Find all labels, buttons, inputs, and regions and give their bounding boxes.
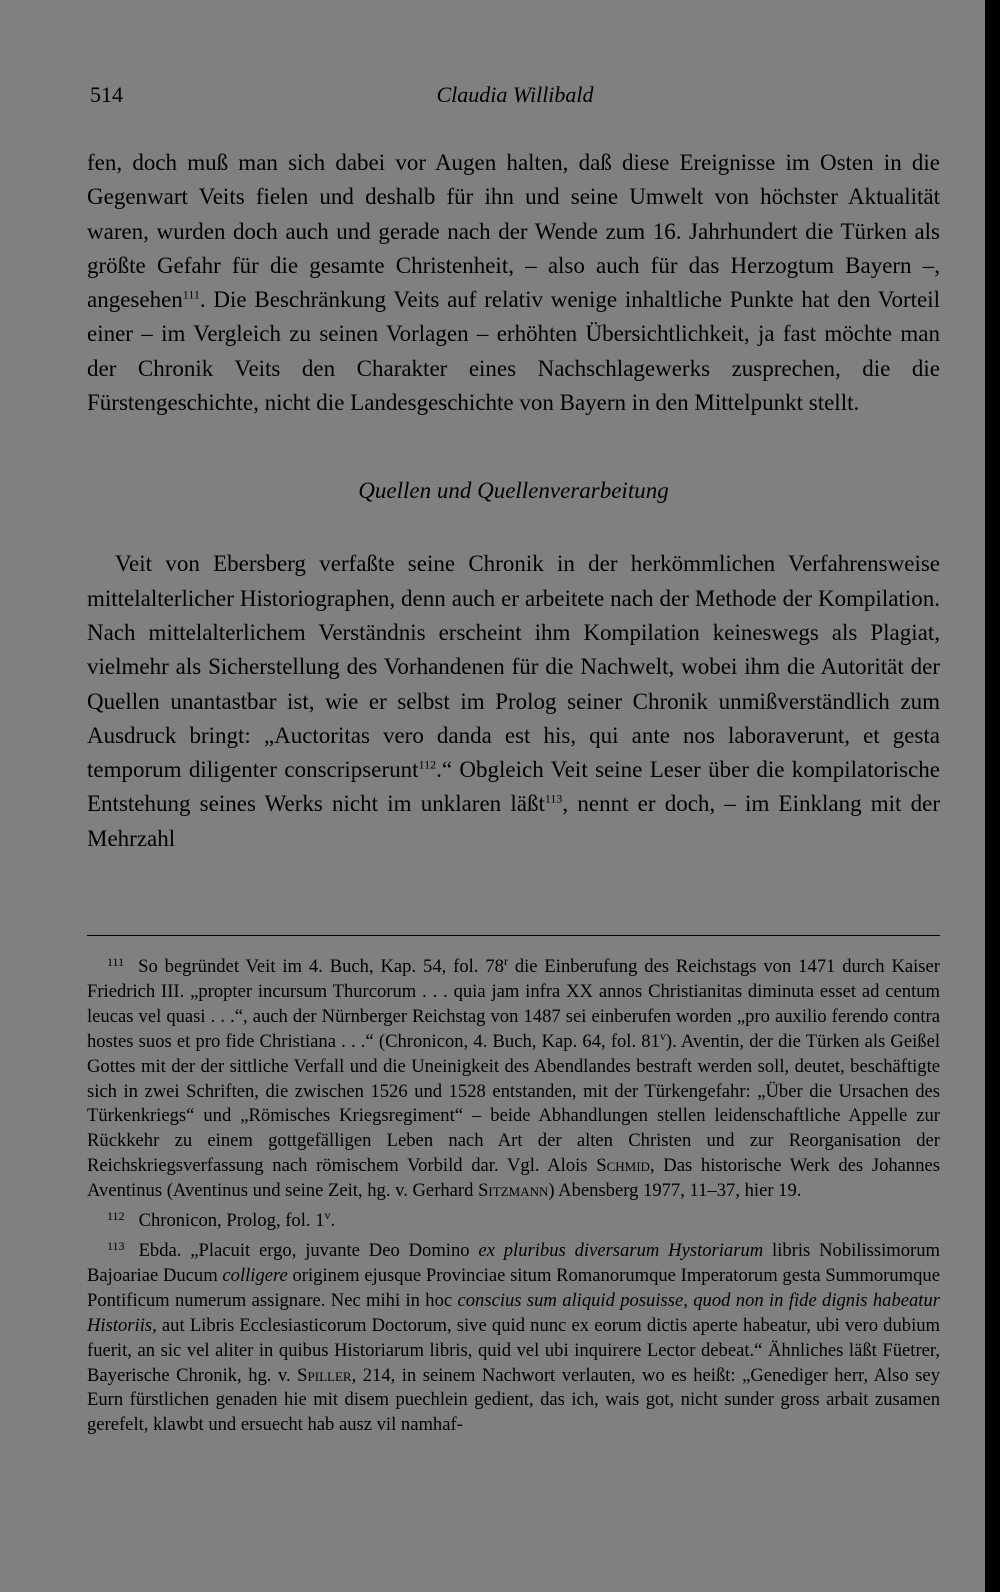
footnote-text: , Das historische Werk des Johannes Aventinus (Aventinus und seine Zeit, hg. v. Gerhard xyxy=(87,1155,941,1202)
running-author: Claudia Willibald xyxy=(436,82,594,107)
footnote-112 xyxy=(87,1204,940,1234)
paragraph-1-text-b: . Die Beschränkung Veits auf relativ wenige inhaltliche Punkte hat den Vorteil einer – im Vergleich zu seinen Vorlagen – erhöhten Übersichtlichkeit, ja fast möchte man der Chronik Veits den Charakter eines Nachschlagewerks zusprechen, die die Fürstengeschichte, nicht die Landesgeschichte von Bayern in den Mittelpunkt stellt. xyxy=(87,287,940,416)
footnote-italic: colligere xyxy=(222,1264,288,1286)
footnote-ref-111: 111 xyxy=(182,287,200,302)
footnote-111 xyxy=(87,950,940,1204)
footnote-text: So begründet Veit im 4. Buch, Kap. 54, fol. 78 xyxy=(138,956,504,977)
footnote-text: libris Nobilissimorum Bajoariae Ducum xyxy=(87,1239,940,1286)
footnote-number: 111 xyxy=(107,955,125,969)
footnote-italic: ex pluribus diversarum Hystoriarum xyxy=(478,1239,764,1261)
page-number: 514 xyxy=(90,82,123,107)
footnote-text: ) Abensberg 1977, 11–37, hier 19. xyxy=(548,1180,802,1202)
footnote-ref-112: 112 xyxy=(418,757,437,772)
footnote-text: originem ejusque Provinciae situm Romanorumque Imperatorum gesta Summorumque Pontificum numerum assignare. Nec mihi in hoc xyxy=(87,1264,940,1311)
paragraph-1 xyxy=(87,146,940,420)
author-name-smallcaps: Sitzmann xyxy=(478,1180,549,1202)
section-heading: Quellen und Quellenverarbeitung xyxy=(358,478,669,504)
footnotes xyxy=(87,950,940,1438)
running-header xyxy=(90,82,940,112)
footnote-text: ). Aventin, der die Türken als Geißel Gottes mit der der sittliche Verfall und die Uneinigkeit des Abendlandes bestraft werden soll, deutet, beschäftigte sich in zwei Schriften, die zwischen 1526 und 1528 entstanden, mit der Türkengefahr: „Über die Ursachen des Türkenkriegs“ und „Römisches Kriegsregiment“ – beide Abhandlungen stellen leidenschaftliche Appelle zur Rückkehr zu einem gottgefälligen Leben nach Art der alten Christen und zur Reorganisation der Reichskriegsverfassung nach römischem Vorbild dar. Vgl. Alois xyxy=(87,1030,940,1177)
footnote-text: Ebda. „Placuit ergo, juvante Deo Domino xyxy=(138,1239,479,1261)
footnote-number: 112 xyxy=(107,1209,125,1224)
footnote-text: . xyxy=(330,1210,336,1232)
footnote-text: aut Libris Ecclesiasticorum Doctorum, sive quid nunc ex eorum dictis aperte habeatur, ubi vero dubium fuerit, an sic vel aliter in quibus Historiarum libris, quid vel ubi inquirere Lector debeat.“ Ähnliches läßt Füetrer, Bayerische Chronik, hg. v. xyxy=(87,1314,940,1386)
paragraph-2-text-b: .“ Obgleich Veit seine Leser über die kompilatorische Entstehung seines Werks nicht im unklaren läßt xyxy=(87,757,940,817)
paragraph-1-text-a: fen, doch muß man sich dabei vor Augen halten, daß diese Ereignisse im Osten in die Gegenwart Veits fielen und deshalb für ihn und seine Umwelt von höchster Aktualität waren, wurden doch auch und gerade nach der Wende zum 16. Jahrhundert die Türken als größte Gefahr für die gesamte Christenheit, – also auch für das Herzogtum Bayern –, angesehen xyxy=(87,150,940,313)
paragraph-2-text-c: , nennt er doch, – im Einklang mit der Mehrzahl xyxy=(87,791,940,851)
footnote-ref-113: 113 xyxy=(544,791,563,806)
main-text xyxy=(87,146,940,856)
author-name-smallcaps: Schmid xyxy=(596,1155,650,1177)
editor-name-smallcaps: Spiller xyxy=(297,1364,352,1386)
footnote-italic: conscius sum aliquid posuisse, quod non in fide dignis habeatur Historiis, xyxy=(87,1289,940,1336)
folio-recto-mark: r xyxy=(503,953,508,968)
folio-verso-mark: v xyxy=(324,1207,331,1222)
footnote-text: Chronicon, Prolog, fol. 1 xyxy=(138,1210,325,1232)
footnote-number: 113 xyxy=(107,1238,125,1253)
footnote-text: , 214, in seinem Nachwort verlauten, wo es heißt: „Genediger herr, Also sey Eurn fürstlichen genaden hie mit disem puechlein gedient, das ich, wais got, nicht sunder gross arbait zusamen gerefelt, klawbt und ersuecht hab ausz vil namhaf- xyxy=(87,1364,940,1436)
paragraph-2 xyxy=(87,547,940,856)
paragraph-2-text-a: Veit von Ebersberg verfaßte seine Chronik in der herkömmlichen Verfahrensweise mittelalterlicher Historiographen, denn auch er arbeitete nach der Methode der Kompilation. Nach mittelalterlichem Verständnis erscheint ihm Kompilation keineswegs als Plagiat, vielmehr als Sicherstellung des Vorhandenen für die Nachwelt, wobei ihm die Autorität der Quellen unantastbar ist, wie er selbst im Prolog seiner Chronik unmißverständlich zum Ausdruck bringt: „Auctoritas vero danda est his, qui ante nos laboraverunt, et gesta temporum diligenter conscripserunt xyxy=(87,551,940,783)
footnote-text: die Einberufung des Reichstags von 1471 durch Kaiser Friedrich III. „propter incursum Thurcorum . . . quia jam infra XX annos Christianitas diminuta esset ad centum leucas vel quasi . . .“, auch der Nürnberger Reichstag von 1487 sei einberufen worden „pro auxilio ferendo contra hostes suos et pro fide Christiana . . .“ (Chronicon, 4. Buch, Kap. 64, fol. 81 xyxy=(87,956,940,1052)
footnote-divider xyxy=(87,935,940,936)
folio-verso-mark: v xyxy=(659,1028,666,1043)
footnote-113 xyxy=(87,1234,940,1438)
